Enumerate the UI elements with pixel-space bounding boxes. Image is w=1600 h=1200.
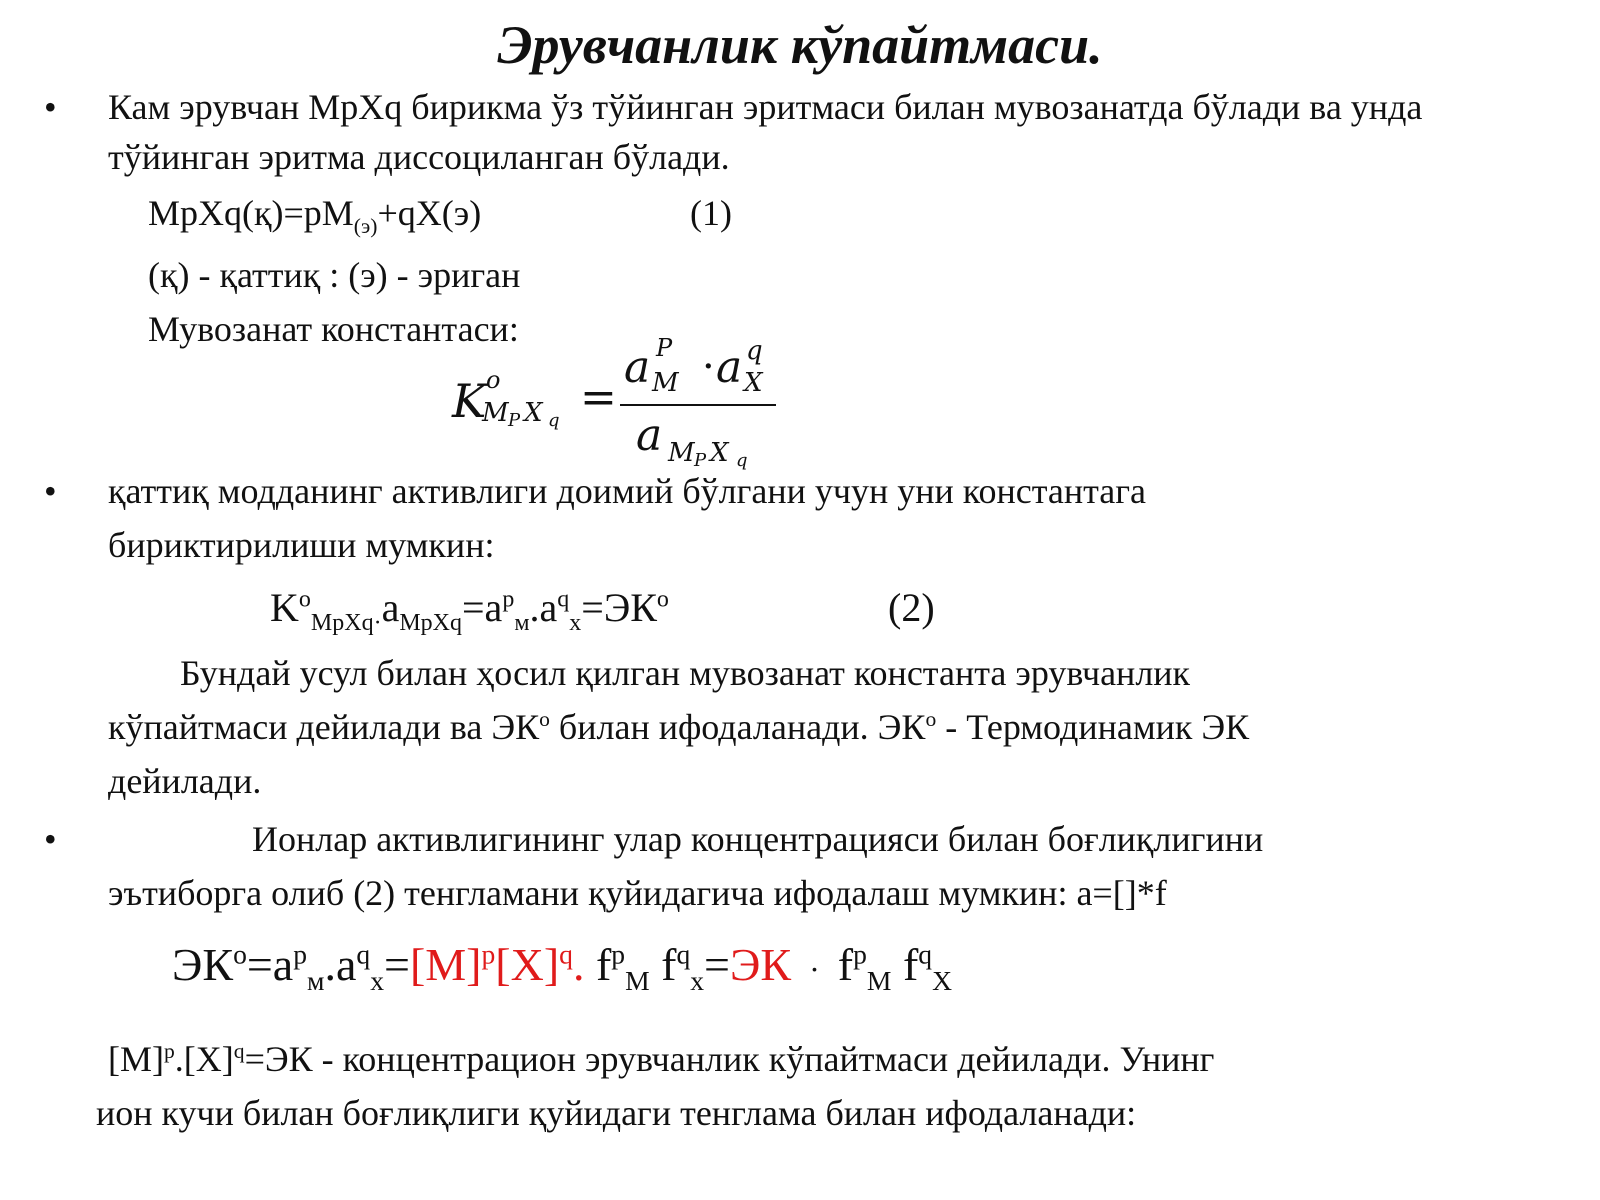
formula-den-x: X — [710, 438, 729, 468]
fraction-bar — [620, 404, 776, 406]
eq3-dot-red: . — [572, 939, 585, 990]
eq2-sub1: MpXq — [310, 610, 374, 636]
eq2-o2: o — [656, 586, 669, 613]
eq3-o: o — [233, 938, 247, 970]
para5-line1 — [108, 1038, 1214, 1080]
formula-den-m: M — [668, 438, 695, 468]
equation-1-number: (1) — [690, 193, 732, 233]
eq3-q2: q — [559, 938, 573, 970]
eq3-q4: q — [918, 938, 933, 970]
formula-num-a1: a — [624, 342, 651, 393]
formula-k-sub-p: P — [508, 410, 521, 431]
eq2-k: K — [270, 585, 299, 630]
eq1-sub: (э) — [353, 214, 378, 239]
para5-p: p — [164, 1039, 175, 1063]
eq3-x: x — [370, 965, 384, 997]
formula-num-x: X — [744, 368, 763, 398]
bullet-3: • — [44, 819, 57, 859]
eq3-eq-b: = — [704, 939, 730, 990]
formula-num-p: P — [656, 334, 673, 362]
equilibrium-constant-formula — [440, 334, 800, 478]
formula-den-p: P — [694, 450, 707, 471]
eq3-dot-a: .a — [324, 939, 357, 990]
para5-q: q — [233, 1039, 245, 1063]
eq3-eq-red: = — [384, 939, 410, 990]
bullet-2: • — [44, 471, 57, 511]
eq3-x-bracket: [X] — [495, 939, 560, 990]
formula-num-q: q — [746, 336, 763, 366]
eq3-p4: p — [853, 938, 867, 970]
para1-line2: тўйинган эритма диссоциланган бўлади. — [108, 137, 730, 177]
eq3-m-bracket: [M] — [409, 939, 482, 990]
eq2-ek: =ЭК — [581, 585, 657, 630]
eq3-m: м — [307, 965, 325, 997]
eq3-eq-a: =a — [246, 939, 294, 990]
eq3-dot-f: . f — [572, 939, 612, 990]
para4-line2: эътиборга олиб (2) тенгламани қуйидагича ифодалаш мумкин: a=[]*f — [108, 873, 1167, 913]
eq3-x2: x — [690, 965, 705, 997]
formula-num-m: M — [652, 368, 679, 398]
eq3-p3: p — [611, 938, 626, 970]
para2-line1: қаттиқ модданинг активлиги доимий бўлгани учун уни константага — [108, 471, 1147, 511]
para3-line2-o: o — [539, 707, 550, 731]
eq3-p: p — [293, 938, 308, 970]
formula-equals: = — [580, 372, 617, 423]
equation-3 — [172, 938, 953, 997]
formula-num-dot: · — [702, 344, 715, 390]
eq2-dot1: · — [373, 610, 382, 636]
para5-x-bracket: .[X] — [174, 1039, 234, 1079]
equation-1 — [148, 192, 482, 239]
eq3-f2: f — [649, 939, 677, 990]
para3-line2-b: билан ифодаланади. ЭК — [549, 707, 926, 747]
formula-k-sub-q: q — [548, 410, 560, 431]
para5-line1-rest: =ЭК - концентрацион эрувчанлик кўпайтмаси дейилади. Унинг — [244, 1039, 1215, 1079]
eq3-ek-red: ЭК — [730, 939, 792, 990]
eq1-lhs: MpXq(қ)=pM — [148, 193, 354, 233]
para2-line2: бириктирилиши мумкин: — [108, 525, 495, 565]
eq2-x: x — [569, 610, 582, 636]
para3-line1: Бундай усул билан ҳосил қилган мувозанат константа эрувчанлик — [180, 653, 1191, 693]
eq2-eq-a: =a — [462, 585, 503, 630]
para4-line1: Ионлар активлигининг улар концентрацияси билан боғлиқлигини — [252, 819, 1264, 859]
formula-k-sub-x: X — [524, 398, 543, 428]
eq3-f3: f — [837, 939, 854, 990]
eq3-mid-dot: · — [809, 951, 820, 987]
para5-line2: ион кучи билан боғлиқлиги қуйидаги тенглама билан ифодаланади: — [96, 1093, 1137, 1133]
eq2-sub2: MpXq — [399, 610, 462, 636]
eq2-m: м — [514, 610, 530, 636]
para3-line2 — [108, 706, 1249, 748]
para1-line1: Кам эрувчан MpXq бирикма ўз тўйинган эритмаси билан мувозанатда бўлади ва унда — [108, 87, 1423, 127]
eq3-q3: q — [676, 938, 691, 970]
eq3-q: q — [356, 938, 371, 970]
eq3-ek: ЭК — [172, 939, 234, 990]
para3-line3: дейилади. — [108, 761, 262, 801]
formula-den-a: a — [636, 410, 663, 461]
eq3-p2: p — [481, 938, 496, 970]
bullet-1: • — [44, 87, 57, 127]
para3-line2-c: - Термодинамик ЭК — [936, 707, 1250, 747]
phase-legend: (қ) - қаттиқ : (э) - эриган — [148, 255, 521, 295]
eq2-dot-a: .a — [529, 585, 558, 630]
page-title: Эрувчанлик кўпайтмаси. — [497, 15, 1103, 75]
eq3-m-sub2: M — [866, 965, 892, 997]
eq3-f4: f — [891, 939, 919, 990]
formula-k-sup: o — [486, 366, 501, 394]
formula-den-q: q — [736, 450, 748, 471]
para5-m-bracket: [M] — [108, 1039, 164, 1079]
eq2-o: o — [298, 586, 311, 613]
eq3-m-sub: M — [625, 965, 650, 997]
equation-2 — [270, 584, 669, 636]
eq1-rhs: +qX(э) — [377, 193, 482, 233]
equation-2-number: (2) — [888, 585, 935, 630]
eq2-a: a — [381, 585, 400, 630]
formula-num-a2: a — [716, 342, 743, 393]
formula-k-sub-m: M — [482, 398, 509, 428]
eq2-q: q — [557, 586, 570, 613]
eq2-p: p — [502, 586, 515, 613]
para3-line2-a: кўпайтмаси дейилади ва ЭК — [108, 707, 540, 747]
eq3-x-sub2: X — [932, 965, 953, 997]
constant-label: Мувозанат константаси: — [148, 309, 519, 349]
formula-k-symbol: K — [452, 374, 487, 428]
para3-line2-o2: o — [925, 707, 937, 731]
